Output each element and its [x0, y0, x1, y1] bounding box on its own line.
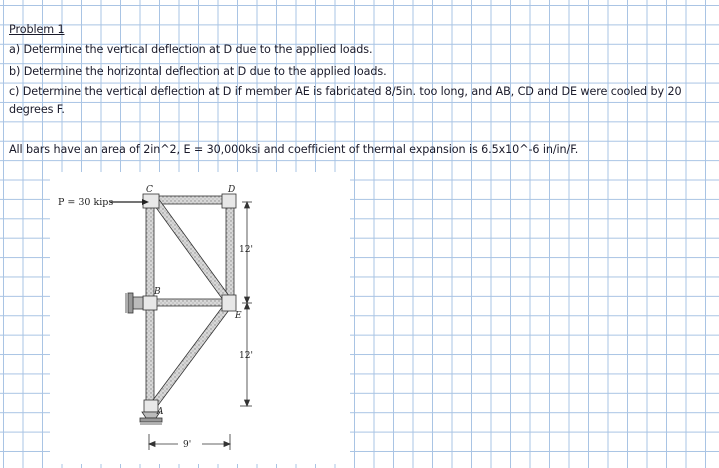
- node-label-c: C: [146, 185, 153, 195]
- member-ce: [152, 198, 232, 304]
- gusset-e: [222, 295, 236, 311]
- truss-diagram: [50, 172, 350, 464]
- part-a-text: a) Determine the vertical deflection at D due to the applied loads.: [9, 43, 373, 56]
- gusset-b: [143, 296, 157, 310]
- node-label-b: B: [154, 287, 161, 297]
- part-c-text-line1: c) Determine the vertical deflection at D if member AE is fabricated 8/5in. too long, and AB, CD and DE were cooled by 20: [9, 85, 682, 98]
- member-de: [226, 198, 234, 304]
- part-b-text: b) Determine the horizontal deflection at D due to the applied loads.: [9, 65, 387, 78]
- gusset-a: [144, 400, 158, 412]
- node-label-e: E: [235, 311, 242, 321]
- truss-members: [146, 196, 234, 408]
- gusset-d: [222, 194, 236, 208]
- problem-title: Problem 1: [9, 23, 65, 36]
- dim-label-width: 9': [183, 440, 192, 450]
- dim-label-lower: 12': [239, 351, 253, 361]
- load-arrow: [110, 199, 149, 205]
- node-label-a: A: [157, 407, 164, 417]
- load-label: P = 30 kips: [58, 197, 114, 208]
- node-label-d: D: [228, 185, 236, 195]
- member-ea: [150, 302, 232, 408]
- part-c-text-line2: degrees F.: [9, 103, 65, 116]
- pin-support-b: [126, 293, 143, 313]
- member-be: [150, 299, 232, 306]
- member-cd: [150, 196, 234, 204]
- vertical-dimension: [240, 202, 252, 406]
- dim-label-upper: 12': [239, 245, 253, 255]
- truss-figure: [50, 172, 350, 464]
- givens-text: All bars have an area of 2in^2, E = 30,000ksi and coefficient of thermal expansion is 6.5x10^-6 in/in/F.: [9, 143, 579, 156]
